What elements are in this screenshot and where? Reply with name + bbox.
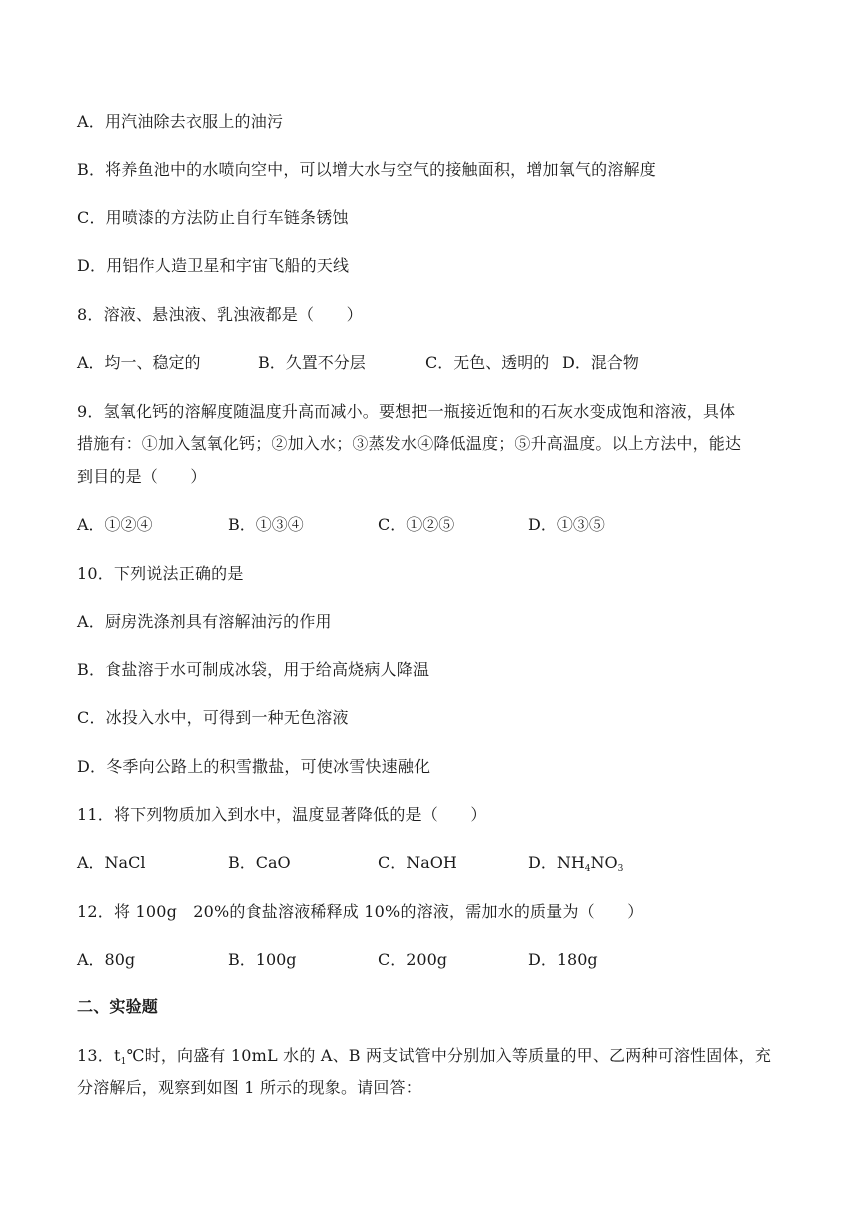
q13-stem-text: 13．t <box>77 1046 121 1065</box>
q13-stem-line1 <box>77 1046 771 1072</box>
q12-stem: 12．将 100g 20%的食盐溶液稀释成 10%的溶液，需加水的质量为（ ） <box>77 902 644 921</box>
q7-option-a: A．用汽油除去衣服上的油污 <box>77 112 284 131</box>
q12-option-b: B．100g <box>228 950 297 969</box>
q8-option-a: A．均一、稳定的 <box>77 353 201 372</box>
q9-option-a: A．①②④ <box>77 515 153 534</box>
q8-option-c: C．无色、透明的 <box>425 353 550 372</box>
q10-option-c: C．冰投入水中，可得到一种无色溶液 <box>77 708 349 727</box>
q12-option-c: C．200g <box>378 950 448 969</box>
q11-option-c: C．NaOH <box>378 853 457 872</box>
q10-option-d: D．冬季向公路上的积雪撒盐，可使冰雪快速融化 <box>77 757 431 776</box>
q9-stem-line2: 措施有：①加入氢氧化钙；②加入水；③蒸发水④降低温度；⑤升高温度。以上方法中，能达 <box>77 434 742 453</box>
q11-option-b: B．CaO <box>228 853 291 872</box>
q9-option-d: D．①③⑤ <box>528 515 605 534</box>
q9-stem-line3: 到目的是（ ） <box>77 467 207 486</box>
q11-option-d-subscript: 3 <box>617 864 624 874</box>
q7-option-c: C．用喷漆的方法防止自行车链条锈蚀 <box>77 208 349 227</box>
q13-stem-line2: 分溶解后，观察到如图 1 所示的现象。请回答： <box>77 1078 422 1097</box>
q13-subscript: 1 <box>120 1057 127 1067</box>
q12-option-a: A．80g <box>77 950 136 969</box>
q11-option-d-subscript: 4 <box>584 864 591 874</box>
q9-option-b: B．①③④ <box>228 515 304 534</box>
q11-option-d-text: D．NH <box>528 853 585 872</box>
q8-option-b: B．久置不分层 <box>258 353 366 372</box>
q13-stem-text: ℃时，向盛有 10mL 水的 A、B 两支试管中分别加入等质量的甲、乙两种可溶性固体，充 <box>126 1046 772 1065</box>
section-heading: 二、实验题 <box>77 997 159 1016</box>
q12-option-d: D．180g <box>528 950 598 969</box>
q9-option-c: C．①②⑤ <box>378 515 455 534</box>
q10-option-a: A．厨房洗涤剂具有溶解油污的作用 <box>77 612 332 631</box>
q10-option-b: B．食盐溶于水可制成冰袋，用于给高烧病人降温 <box>77 660 430 679</box>
q10-stem: 10．下列说法正确的是 <box>77 564 244 583</box>
q7-option-b: B．将养鱼池中的水喷向空中，可以增大水与空气的接触面积，增加氧气的溶解度 <box>77 160 656 179</box>
q9-stem-line1: 9．氢氧化钙的溶解度随温度升高而减小。要想把一瓶接近饱和的石灰水变成饱和溶液，具体 <box>77 402 736 421</box>
q11-option-a: A．NaCl <box>77 853 146 872</box>
q11-stem: 11．将下列物质加入到水中，温度显著降低的是（ ） <box>77 805 487 824</box>
q8-option-d: D．混合物 <box>562 353 639 372</box>
q7-option-d: D．用铝作人造卫星和宇宙飞船的天线 <box>77 256 350 275</box>
q8-stem: 8．溶液、悬浊液、乳浊液都是（ ） <box>77 305 363 324</box>
q11-option-d-text: NO <box>590 853 618 872</box>
q11-option-d <box>528 853 623 879</box>
